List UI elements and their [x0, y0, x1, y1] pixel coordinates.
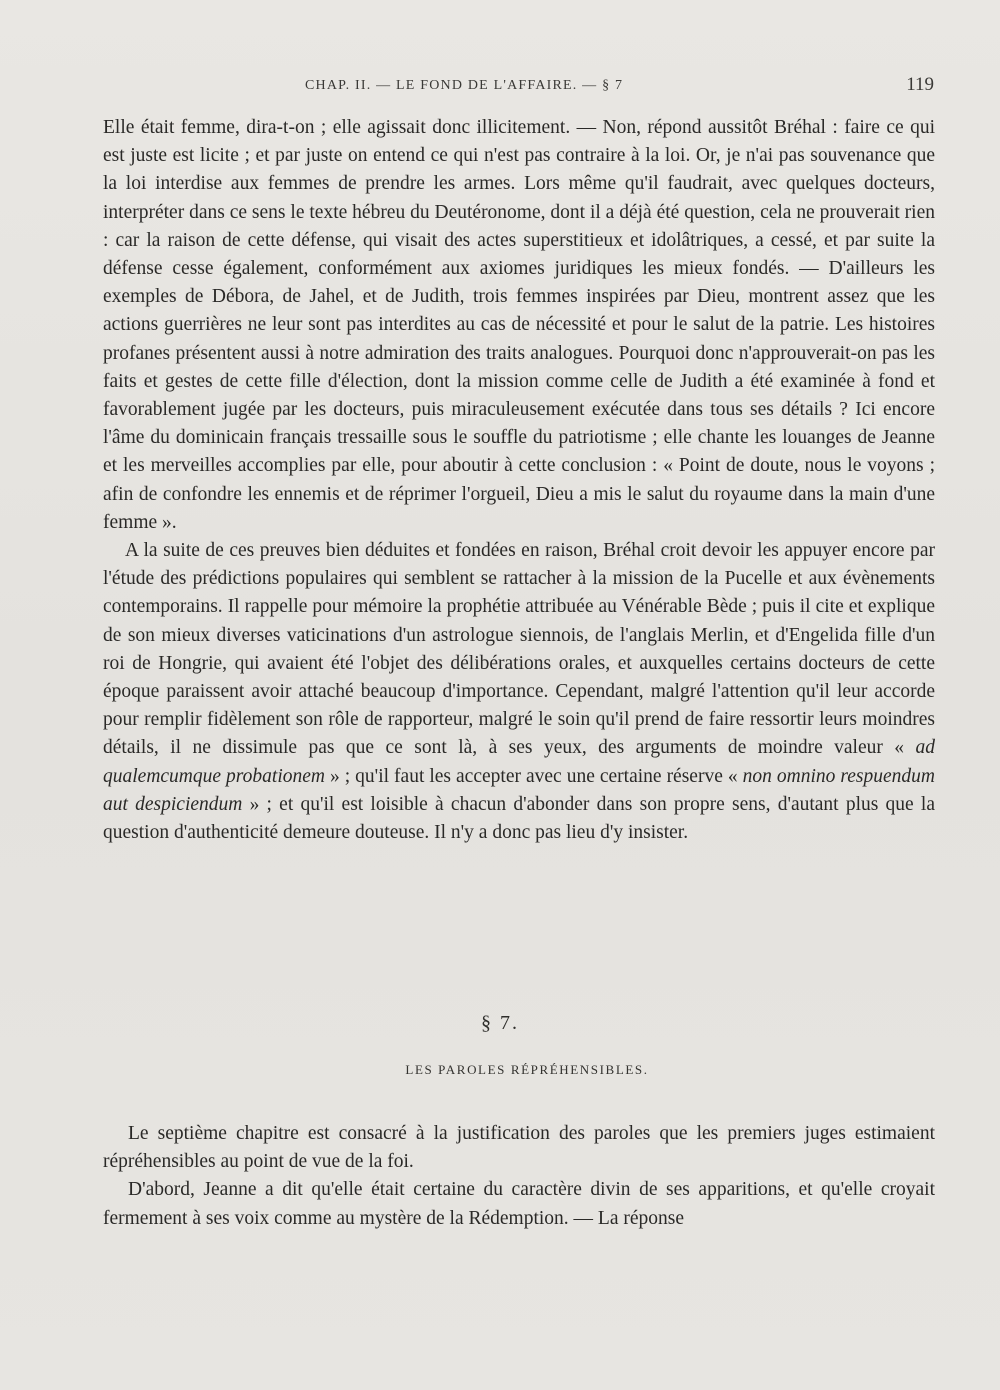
main-text: [103, 114, 935, 847]
section-title: LES PAROLES RÉPRÉHENSIBLES.: [405, 1062, 649, 1077]
paragraph-2: [103, 537, 935, 847]
running-head-text: CHAP. II. — LE FOND DE L'AFFAIRE. — § 7: [305, 78, 624, 93]
paragraph-2-part-2: » ; qu'il faut les accepter avec une certaine réserve «: [325, 765, 743, 787]
section-mark: § 7.: [481, 1012, 519, 1034]
page-number: 119: [906, 74, 934, 95]
section-paragraph-2: D'abord, Jeanne a dit qu'elle était certaine du caractère divin de ses apparitions, et qu'elle croyait fermement à ses voix comme au mystère de la Rédemption. — La réponse: [103, 1179, 935, 1229]
latin-quote-2: non omnino respuendum aut despiciendum: [103, 765, 935, 815]
latin-quote-1: ad qualemcumque probationem: [103, 737, 935, 787]
running-head: [100, 72, 938, 102]
paragraph-1: Elle était femme, dira-t-on ; elle agissait donc illicitement. — Non, répond aussitôt Bréhal : faire ce qui est juste est licite ; et par juste on entend ce qui n'est pas contraire à la loi. Or, je n'ai pas souvenance que la loi interdise aux femmes de prendre les armes. Lors même qu'il faudrait, avec quelques docteurs, interpréter dans ce sens le texte hébreu du Deutéronome, dont il a déjà été question, cela ne prouverait rien : car la raison de cette défense, qui visait des actes superstitieux et idolâtriques, a cessé, et par suite la défense cesse également, conformément aux axiomes juridiques les mieux fondés. — D'ailleurs les exemples de Débora, de Jahel, et de Judith, trois femmes inspirées par Dieu, montrent assez que les actions guerrières ne leur sont pas interdites au cas de nécessité et pour le salut de la patrie. Les histoires profanes présentent aussi à notre admiration des traits analogues. Pourquoi donc n'approuverait-on pas les faits et gestes de cette fille d'élection, dont la mission comme celle de Judith a été examinée à fond et favorablement jugée par les docteurs, puis miraculeusement exécutée dans tous ses détails ? Ici encore l'âme du dominicain français tressaille sous le souffle du patriotisme ; elle chante les louanges de Jeanne et les merveilles accomplies par elle, pour aboutir à cette conclusion : « Point de doute, nous le voyons ; afin de confondre les ennemis et de réprimer l'orgueil, Dieu a mis le salut du royaume dans la main d'une femme ».: [103, 117, 935, 533]
section-text: [103, 1120, 935, 1233]
section-paragraph-1: Le septième chapitre est consacré à la justification des paroles que les premiers juges estimaient répréhensibles au point de vue de la foi.: [103, 1123, 935, 1173]
paragraph-2-part-3: » ; et qu'il est loisible à chacun d'abonder dans son propre sens, d'autant plus que la question d'authenticité demeure douteuse. Il n'y a donc pas lieu d'y insister.: [103, 793, 935, 844]
paragraph-2-part-1: A la suite de ces preuves bien déduites et fondées en raison, Bréhal croit devoir les appuyer encore par l'étude des prédictions populaires qui semblent se rattacher à la mission de la Pucelle et aux évènements contemporains. Il rappelle pour mémoire la prophétie attribuée au Vénérable Bède ; puis il cite et explique de son mieux diverses vaticinations d'un astrologue siennois, de l'anglais Merlin, et d'Engelida fille d'un roi de Hongrie, qui avaient été l'objet des délibérations orales, et auxquelles certains docteurs de cette époque paraissent avoir attaché beaucoup d'importance. Cependant, malgré l'attention qu'il leur accorde pour remplir fidèlement son rôle de rapporteur, malgré le soin qu'il prend de faire ressortir leurs moindres détails, il ne dissimule pas que ce sont là, à ses yeux, des arguments de moindre valeur «: [103, 540, 935, 759]
